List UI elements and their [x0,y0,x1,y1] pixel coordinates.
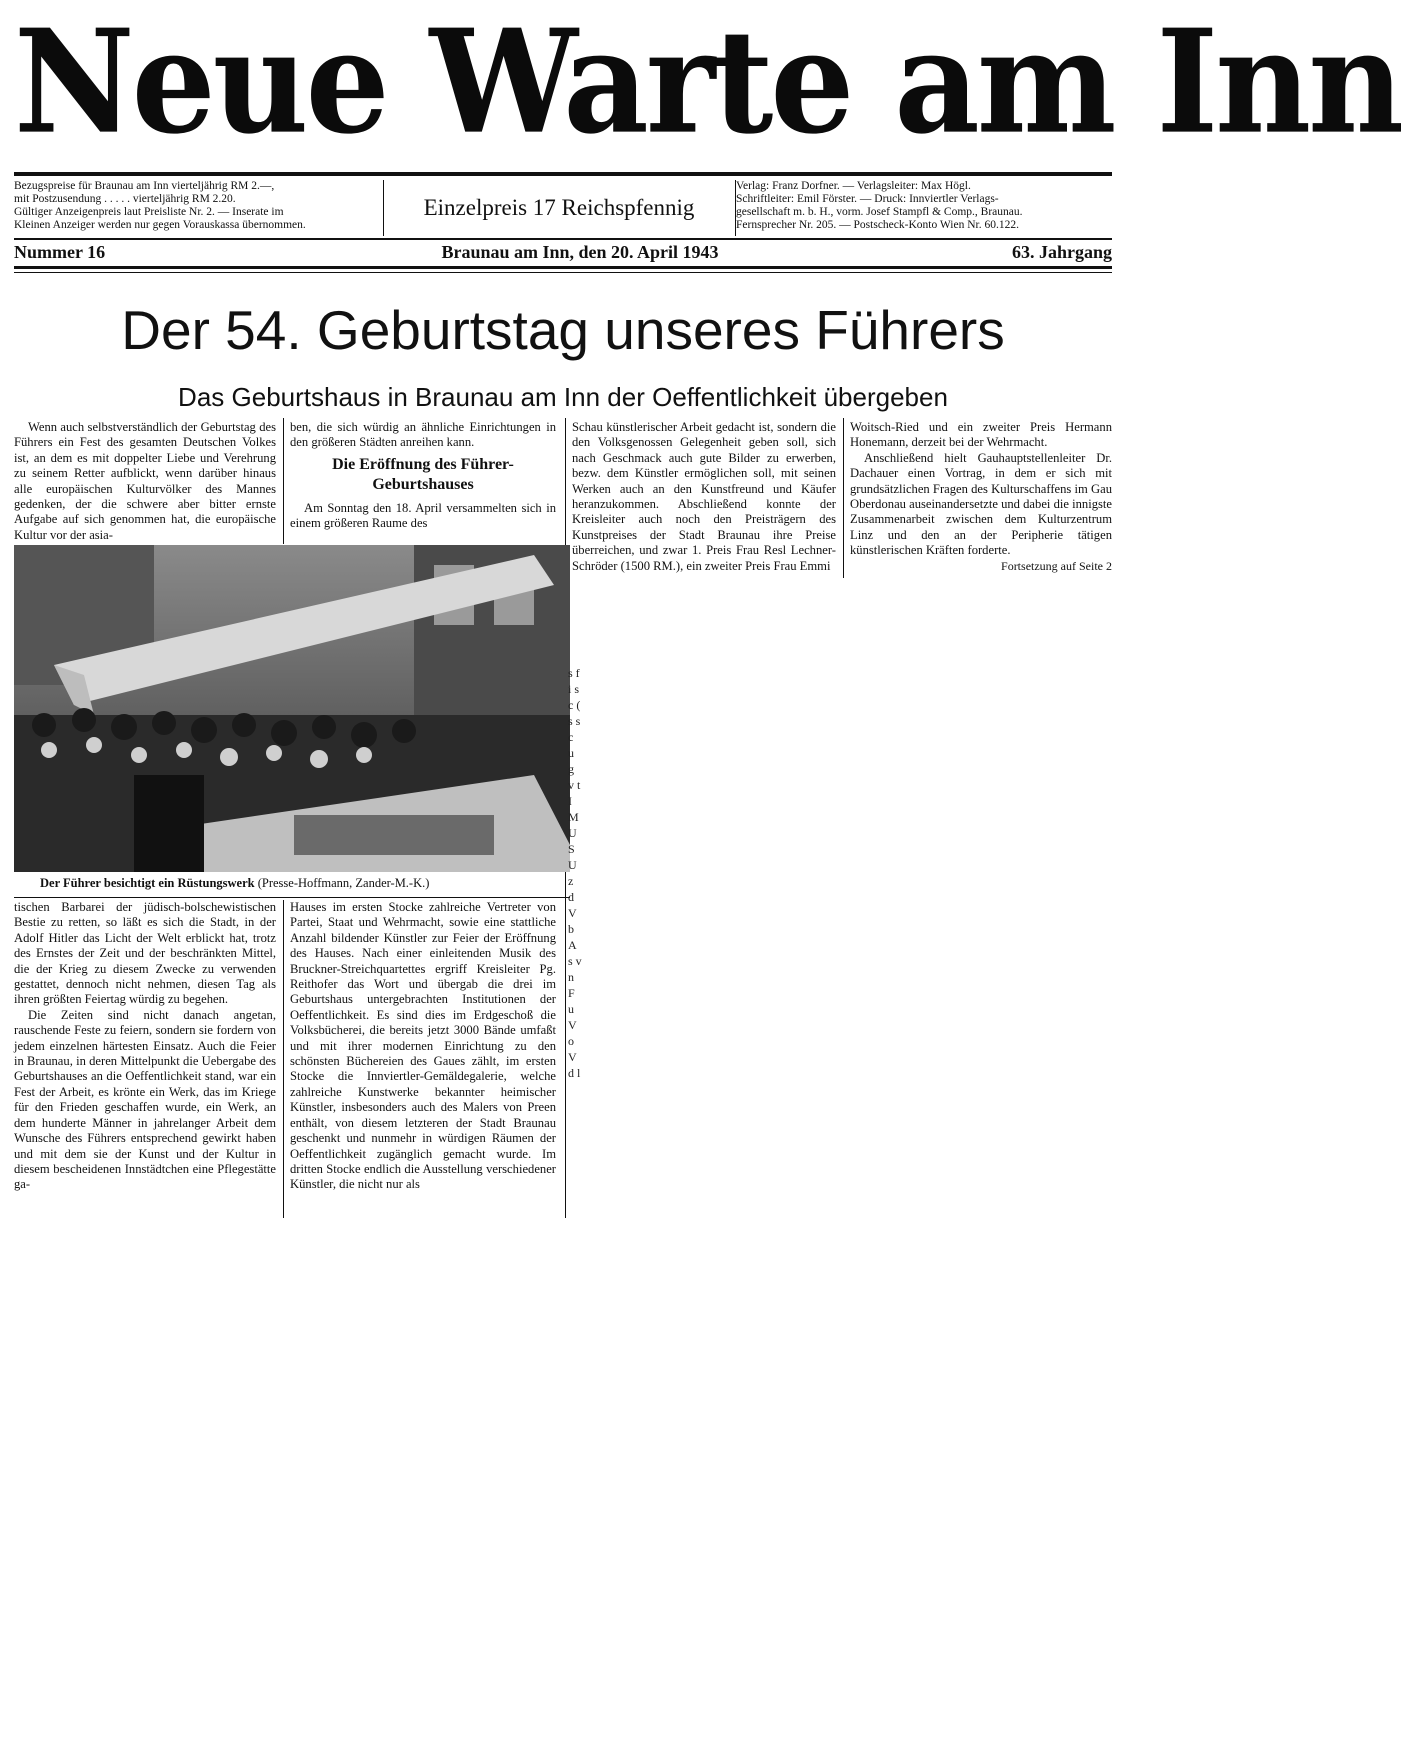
publisher-line: Schriftleiter: Emil Förster. — Druck: Innviertler Verlags- [736,193,999,205]
publisher-line: Verlag: Franz Dorfner. — Verlagsleiter: Max Högl. [736,180,971,192]
column-divider [843,418,844,578]
photo-caption [40,876,560,891]
article-paragraph: tischen Barbarei der jüdisch-bolschewistischen Bestie zu retten, so läßt es sich die Stadt, in der Adolf Hitler das Licht der Welt erblickt hat, trotz des Ernstes der Zeit und der beschränkten Mittel, die der Krieg zu diesem Zwecke zu verwenden gestattet, dennoch nicht nehmen, diesen Tag als ihren größten Feiertag würdig zu begehen. [14,900,276,1007]
article-paragraph: Anschließend hielt Gauhauptstellenleiter Dr. Dachauer einen Vortrag, in dem er sich mit grundsätzlichen Fragen des Kulturschaffens im Gau Oberdonau auseinandersetzte und dabei die innigste Zusammenarbeit zwischen dem Kulturzentrum Linz und den an der Peripherie tätigen künstlerischen Kräften forderte. [850,450,1112,558]
photo-caption-title: Der Führer besichtigt ein Rüstungswerk [40,876,255,890]
publisher-line: Fernsprecher Nr. 205. — Postscheck-Konto Wien Nr. 60.122. [736,219,1019,231]
continued-note: Fortsetzung auf Seite 2 [1001,558,1112,573]
subscription-line: Gültiger Anzeigenpreis laut Preisliste Nr. 2. — Inserate im [14,206,284,218]
caption-rule [14,897,570,898]
headline: Der 54. Geburtstag unseres Führers [121,299,1005,361]
dateline-rule-thin [14,272,1112,273]
subscription-line: Bezugspreise für Braunau am Inn vierteljährig RM 2.—, [14,180,275,192]
article-column-1-bottom [14,900,276,1218]
volume-year: 63. Jahrgang [1011,242,1112,262]
info-rule [14,238,1112,240]
column-divider [283,900,284,1218]
article-paragraph: Schau künstlerischer Arbeit gedacht ist, sondern die den Volksgenossen Gelegenheit geben soll, sich nach Geschmack auch gute Bilder zu erwerben, bezw. dem Künstler ermöglichen soll, mit seinen Werken auch an den Kunstfreund und Käufer heranzukommen. Abschließend konnte der Kreisleiter auch noch den Preisträgern des Kunstpreises der Stadt Braunau ihre Preise überreichen, und zwar 1. Preis Frau Resl Lechner-Schröder (1500 RM.), ein zweiter Preis Frau Emmi [572,420,836,573]
article-paragraph: Hauses im ersten Stocke zahlreiche Vertreter von Partei, Staat und Wehrmacht, sowie eine stattliche Anzahl bildender Künstler zur Feier der Eröffnung des Hauses. Nach einer einleitenden Musik des Bruckner-Streichquartettes ergriff Kreisleiter Pg. Reithofer das Wort und übergab die drei im Geburtshaus untergebrachten Institutionen der Oeffentlichkeit. Es sind dies im Erdgeschoß die Volksbücherei, die bereits jetzt 3000 Bände umfaßt und mit ihrer modernen Einrichtung zu den schönsten Büchereien des Gaues zählt, im ersten Stocke die Innviertler-Gemäldegalerie, welche zahlreiche Kunstwerke bekannter heimischer Künstler, insbesonders auch des Malers von Preen enthält, von diesem letzteren der Stadt Braunau geschenkt und nunmehr in würdigen Räumen der Oeffentlichkeit zugänglich gemacht wurde. Im dritten Stocke endlich die Ausstellung verschiedener Künstler, die nicht nur als [290,900,556,1192]
clipped-column-fragment: s f i s c ( s s c u g v t I M U S U z d V b A s v n F u V o V d l [568,666,582,1080]
issue-number: Nummer 16 [14,242,106,262]
article-column-2-bottom [290,900,556,1218]
article-column-3 [572,420,836,578]
top-rule [14,172,1112,176]
article-paragraph: ben, die sich würdig an ähnliche Einrichtungen in den größeren Städten anreihen kann. [290,420,556,450]
subscription-info [14,180,382,236]
photo-illustration [14,545,570,872]
article-paragraph: Woitsch-Ried und ein zweiter Preis Hermann Honemann, derzeit bei der Wehrmacht. [850,420,1112,450]
publisher-line: gesellschaft m. b. H., vorm. Josef Stampfl & Comp., Braunau. [736,206,1023,218]
section-heading: Die Eröffnung des Führer-Geburtshauses [332,455,514,493]
photo-credit: (Presse-Hoffmann, Zander-M.-K.) [257,876,430,890]
article-paragraph: Am Sonntag den 18. April versammelten sich in einem größeren Raume des [290,500,556,531]
article-paragraph: Die Zeiten sind nicht danach angetan, rauschende Feste zu feiern, sondern sie fordern von jedem einzelnen härtesten Einsatz. Auch die Feier in Braunau, in deren Mittelpunkt die Uebergabe des Geburtshauses an die Oeffentlichkeit stand, war ein Fest der Arbeit, es krönte ein Werk, das im Kriege für den Frieden geschaffen wurde, ein Werk, an dem hunderte Männer in jahrelanger Arbeit dem Wunsche des Führers entsprechend gewirkt haben und mit dem sie der Kunst und der Kultur in diesem bescheidenen Innstädtchen eine Pflegestätte ga- [14,1007,276,1192]
column-divider [283,418,284,544]
article-paragraph: Wenn auch selbstverständlich der Geburtstag des Führers ein Fest des gesamten Deutschen Volkes ist, an dem es mit doppelter Liebe und Verehrung zu seinem Retter aufblickt, wenn darüber hinaus alle europäischen Kulturvölker des Mannes gedenken, der die schwere aber bitter ernste Aufgabe auf sich genommen hat, die europäische Kultur vor der asia- [14,420,276,542]
article-column-2-top [290,420,556,544]
subscription-line: mit Postzusendung . . . . . vierteljährig RM 2.20. [14,193,236,205]
dateline-rule [14,266,1112,269]
subheadline: Das Geburtshaus in Braunau am Inn der Oeffentlichkeit übergeben [178,382,948,412]
subscription-line: Kleinen Anzeiger werden nur gegen Vorauskassa übernommen. [14,219,306,231]
article-column-1-top [14,420,276,540]
single-copy-price: Einzelpreis 17 Reichspfennig [423,195,695,220]
article-column-4 [850,420,1112,580]
dateline: Braunau am Inn, den 20. April 1943 [441,242,719,262]
publisher-info [736,180,1112,236]
news-photo [14,545,570,872]
masthead-title: Neue Warte am Inn [14,0,1401,167]
